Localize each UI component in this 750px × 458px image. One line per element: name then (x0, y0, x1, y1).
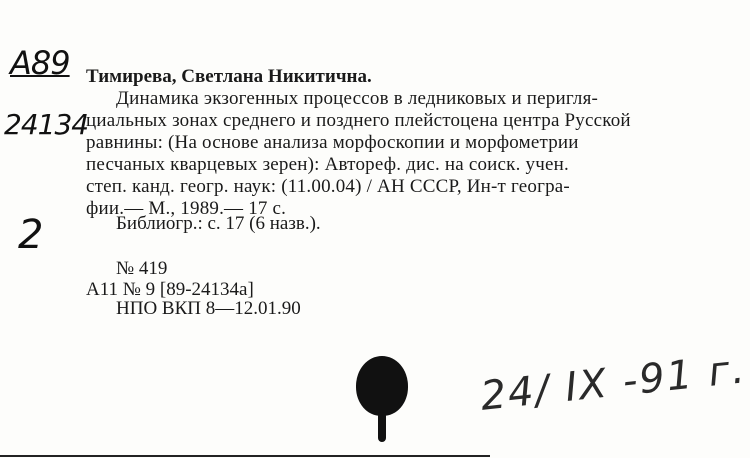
handwritten-accession-number: 24134 (4, 108, 89, 141)
handwritten-shelf-code: А89 (10, 44, 70, 82)
record-title-line: циальных зонах среднего и позднего плейстоцена центра Русской (86, 110, 631, 131)
record-bibliography: Библиогр.: с. 17 (6 назв.). (116, 213, 321, 234)
ink-blot-tail (378, 412, 386, 442)
record-title-line: фии.— М., 1989.— 17 с. (86, 198, 287, 219)
record-title-line: равнины: (На основе анализа морфоскопии и морфометрии (86, 132, 579, 153)
record-title-line: Динамика экзогенных процессов в ледниковых и перигля- (116, 88, 599, 109)
record-item-number: № 419 (116, 258, 168, 279)
handwritten-copy-mark: 2 (18, 212, 44, 258)
record-npo: НПО ВКП 8—12.01.90 (116, 298, 301, 319)
record-catalog-code: А11 № 9 [89-24134а] (86, 279, 254, 300)
handwritten-date: 24/ IX -91 г. (478, 346, 749, 420)
record-title-line: степ. канд. геогр. наук: (11.00.04) / АН СССР, Ин-т геогра- (86, 176, 570, 197)
ink-blot (356, 356, 408, 416)
record-title-line: песчаных кварцевых зерен): Автореф. дис. на соиск. учен. (86, 154, 569, 175)
record-author: Тимирева, Светлана Никитична. (86, 66, 372, 87)
card-bottom-edge (0, 455, 490, 457)
